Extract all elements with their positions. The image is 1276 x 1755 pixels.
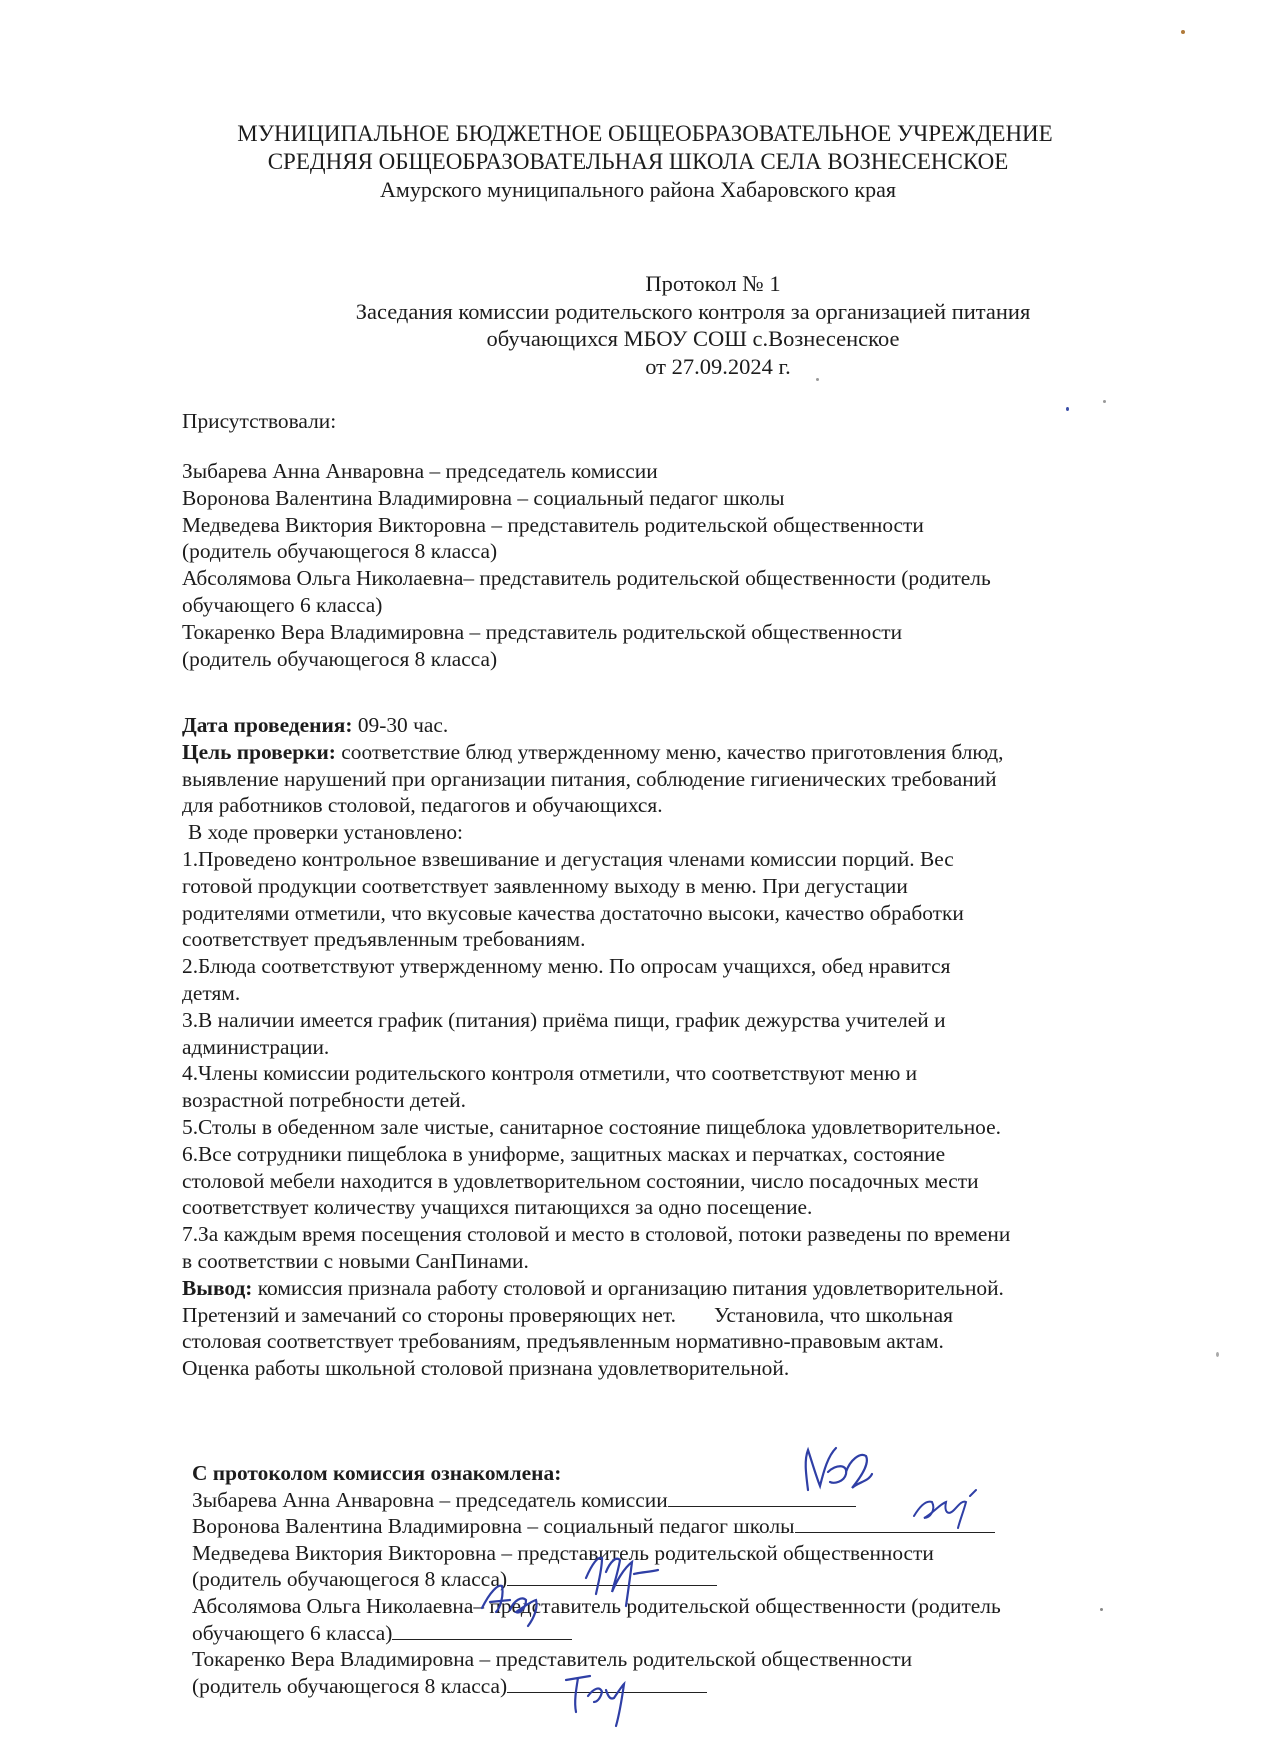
finding-line: 2.Блюда соответствуют утвержденному меню. По опросам учащихся, обед нравится [182,954,951,979]
conclusion-row [182,1275,1162,1302]
scan-speck [1181,30,1185,34]
finding-line: 7.За каждым время посещения столовой и место в столовой, потоки разведены по времени [182,1222,1011,1247]
conclusion-row [182,1302,1162,1329]
signature-section [192,1460,1172,1699]
attendee-line: Медведева Виктория Викторовна – представитель родительской общественности [182,512,924,537]
attendee-line: Зыбарева Анна Анваровна – председатель комиссии [182,459,658,483]
finding-line: готовой продукции соответствует заявленному выходу в меню. При дегустации [182,873,908,898]
institution-header [0,120,1276,204]
goal-text: соответствие блюд утвержденному меню, качество приготовления блюд, [335,739,1004,764]
signature-line: Зыбарева Анна Анваровна – председатель комиссии [192,1487,1172,1514]
conclusion-text: комиссия признала работу столовой и организацию питания удовлетворительной. [252,1275,1004,1300]
header-line-2: СРЕДНЯЯ ОБЩЕОБРАЗОВАТЕЛЬНАЯ ШКОЛА СЕЛА ВОЗНЕСЕНСКОЕ [267,149,1009,174]
finding-line: соответствует количеству учащихся питающихся за одно посещение. [182,1195,813,1220]
attendee-line: Токаренко Вера Владимировна – представитель родительской общественности [182,619,903,644]
goal-text: для работников столовой, педагогов и обучающихся. [182,793,663,818]
finding-line: администрации. [182,1034,330,1059]
attendee-line: обучающего 6 класса) [182,592,383,617]
goal-label: Цель проверки: [182,739,336,764]
finding-line: родителями отметили, что вкусовые качества достаточно высоки, качество обработки [182,900,964,925]
finding-line: 5.Столы в обеденном зале чистые, санитарное состояние пищеблока удовлетворительное. [182,1114,1001,1139]
conclusion-label: Вывод: [182,1275,253,1300]
finding-line: 3.В наличии имеется график (питания) приёма пищи, график дежурства учителей и [182,1007,946,1032]
signature-line: Медведева Виктория Викторовна – представитель родительской общественности [192,1540,934,1565]
goal-row [182,739,1162,766]
signature-line: (родитель обучающегося 8 класса) [192,1566,1172,1593]
protocol-title [0,270,1276,380]
attendee-line: Абсолямова Ольга Николаевна– представитель родительской общественности (родитель [182,566,991,591]
conclusion-text: Оценка работы школьной столовой признана удовлетворительной. [182,1356,790,1381]
finding-line: 4.Члены комиссии родительского контроля отметили, что соответствуют меню и [182,1061,918,1086]
signature-underline [668,1488,856,1507]
date-label: Дата проведения: [182,713,353,737]
signature-underline [507,1674,707,1693]
finding-line: детям. [182,980,241,1005]
conclusion-text: Установила, что школьная [713,1302,953,1327]
finding-line: соответствует предъявленным требованиям. [182,927,586,952]
finding-line: в соответствии с новыми СанПинами. [182,1248,529,1273]
header-line-1: МУНИЦИПАЛЬНОЕ БЮДЖЕТНОЕ ОБЩЕОБРАЗОВАТЕЛЬНОЕ УЧРЕЖДЕНИЕ [237,121,1053,146]
header-line-3: Амурского муниципального района Хабаровского края [380,177,896,202]
signature-underline [392,1621,572,1640]
signature-line: Абсолямова Ольга Николаевна– представитель родительской общественности (родитель [192,1593,1001,1618]
date-row [182,712,1162,739]
attendee-line: (родитель обучающегося 8 класса) [182,539,498,564]
protocol-title-line-1: Заседания комиссии родительского контроля за организацией питания [355,298,1031,324]
finding-line: 1.Проведено контрольное взвешивание и дегустация членами комиссии порций. Вес [182,846,954,871]
date-value: 09-30 час. [352,713,449,737]
attendance-list [182,458,1162,672]
signature-line: обучающего 6 класса) [192,1620,1172,1647]
conclusion-text: столовая соответствует требованиям, предъявленным нормативно-правовым актам. [182,1329,944,1354]
attendee-line: (родитель обучающегося 8 класса) [182,646,498,671]
scan-speck [1103,400,1106,403]
signature-heading: С протоколом комиссия ознакомлена: [192,1461,562,1485]
signature-line: Токаренко Вера Владимировна – представитель родительской общественности [192,1647,913,1672]
protocol-date: от 27.09.2024 г. [645,353,791,379]
signature-line: (родитель обучающегося 8 класса) [192,1673,1172,1700]
signature-underline [795,1514,995,1533]
findings-intro: В ходе проверки установлено: [188,820,463,845]
signature-underline [507,1567,717,1586]
inspection-details [182,712,1162,1382]
attendance-heading-text: Присутствовали: [182,409,337,433]
protocol-title-line-2: обучающихся МБОУ СОШ с.Вознесенское [486,326,900,351]
conclusion-text: Претензий и замечаний со стороны проверяющих нет. [182,1302,676,1327]
protocol-number: Протокол № 1 [645,271,781,296]
scan-speck [1216,1352,1219,1357]
attendee-line: Воронова Валентина Владимировна – социальный педагог школы [182,485,785,510]
finding-line: 6.Все сотрудники пищеблока в униформе, защитных масках и перчатках, состояние [182,1141,946,1166]
signature-line: Воронова Валентина Владимировна – социальный педагог школы [192,1513,1172,1540]
finding-line: столовой мебели находится в удовлетворительном состоянии, число посадочных мести [182,1168,979,1193]
goal-text: выявление нарушений при организации питания, соблюдение гигиенических требований [182,766,997,791]
finding-line: возрастной потребности детей. [182,1088,466,1113]
attendance-heading [182,408,1162,435]
